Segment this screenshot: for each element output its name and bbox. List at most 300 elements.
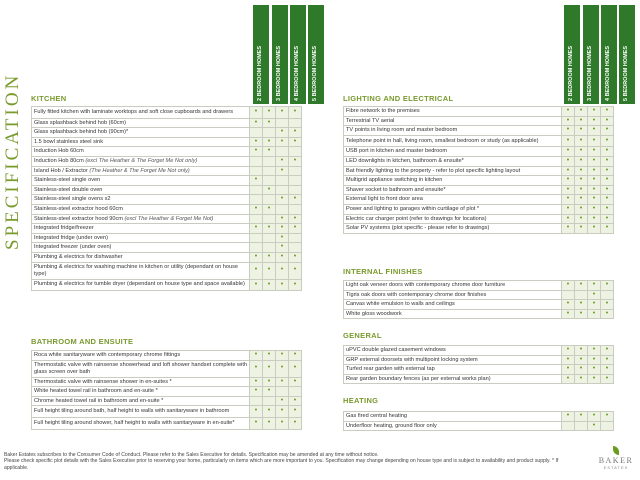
spec-label: Plumbing & electrics for dishwasher	[32, 252, 250, 262]
included-dot	[562, 166, 575, 176]
included-dot	[276, 224, 289, 234]
included-dot	[562, 346, 575, 356]
included-dot	[601, 176, 614, 186]
empty-cell	[276, 204, 289, 214]
spec-row	[344, 204, 614, 214]
included-dot	[575, 224, 588, 234]
spec-row	[32, 128, 302, 138]
spec-label: Plumbing & electrics for tumble dryer (dependant on house type and space available)	[32, 279, 250, 291]
included-dot	[250, 406, 263, 418]
spec-row	[344, 166, 614, 176]
included-dot	[575, 176, 588, 186]
spec-label: 1.5 bowl stainless steel sink	[32, 137, 250, 147]
included-dot	[289, 224, 302, 234]
empty-cell	[250, 233, 263, 243]
spec-label: GRP external doorsets with multipoint locking system	[344, 355, 562, 365]
empty-cell	[263, 243, 276, 253]
empty-cell	[263, 166, 276, 176]
included-dot	[588, 107, 601, 117]
included-dot	[250, 137, 263, 147]
spec-label: Fully fitted kitchen with laminate worktops and soft close cupboards and drawers	[32, 107, 250, 119]
included-dot	[588, 290, 601, 300]
included-dot	[276, 396, 289, 406]
spec-label: Canvas white emulsion to walls and ceilings	[344, 300, 562, 310]
spec-label: uPVC double glazed casement windows	[344, 346, 562, 356]
included-dot	[601, 300, 614, 310]
included-dot	[588, 281, 601, 291]
included-dot	[276, 214, 289, 224]
spec-label: Stainless-steel single oven	[32, 176, 250, 186]
empty-cell	[250, 166, 263, 176]
included-dot	[276, 107, 289, 119]
included-dot	[263, 360, 276, 377]
spec-label: Solar PV systems (plot specific - please refer to drawings)	[344, 224, 562, 234]
spec-row	[344, 374, 614, 384]
included-dot	[562, 195, 575, 205]
spec-row	[32, 233, 302, 243]
spec-label: Underfloor heating, ground floor only	[344, 421, 562, 431]
included-dot	[276, 262, 289, 279]
empty-cell	[575, 421, 588, 431]
included-dot	[588, 185, 601, 195]
spec-row	[32, 243, 302, 253]
spec-row	[32, 406, 302, 418]
included-dot	[601, 156, 614, 166]
empty-cell	[250, 156, 263, 166]
spec-row	[344, 116, 614, 126]
included-dot	[588, 116, 601, 126]
included-dot	[588, 126, 601, 136]
spec-label: Induction Hob 80cm (excl The Heather & The Forget Me Not only)	[32, 156, 250, 166]
included-dot	[601, 346, 614, 356]
spec-row	[344, 195, 614, 205]
footer-line-2: Please check specific plot details with the Sales Executive prior to reserving your home, particularly on items which are more important to you. Specification may change depending on house type and is subject to availability and product supply. * If applicable.	[4, 458, 559, 471]
included-dot	[276, 128, 289, 138]
spec-row	[344, 214, 614, 224]
spec-label: Glass splashback behind hob (90cm)*	[32, 128, 250, 138]
included-dot	[575, 185, 588, 195]
spec-label: Fibre network to the premises	[344, 107, 562, 117]
included-dot	[289, 214, 302, 224]
included-dot	[562, 116, 575, 126]
included-dot	[250, 360, 263, 377]
empty-cell	[263, 176, 276, 186]
footer-line-1: Baker Estates subscribes to the Consumer Code of Conduct. Please refer to the Sales Executive for details. Specification may be amended at any time without notice.	[4, 452, 379, 458]
included-dot	[575, 412, 588, 422]
spec-label: Shaver socket to bathroom and ensuite*	[344, 185, 562, 195]
empty-cell	[250, 195, 263, 205]
spec-label: Light oak veneer doors with contemporary chrome door furniture	[344, 281, 562, 291]
spec-row	[32, 156, 302, 166]
spec-row	[32, 185, 302, 195]
spec-row	[344, 365, 614, 375]
included-dot	[562, 224, 575, 234]
spec-label: LED downlights in kitchen, bathroom & ensuite*	[344, 156, 562, 166]
included-dot	[575, 116, 588, 126]
empty-cell	[289, 204, 302, 214]
spec-row	[32, 118, 302, 128]
spec-label: Glass splashback behind hob (60cm)	[32, 118, 250, 128]
included-dot	[263, 377, 276, 387]
included-dot	[289, 252, 302, 262]
header-2-bedroom: 2 BEDROOM HOMES	[253, 5, 269, 104]
included-dot	[562, 309, 575, 319]
header-4-bedroom: 4 BEDROOM HOMES	[290, 5, 306, 104]
included-dot	[276, 279, 289, 291]
spec-label: Stainless-steel single ovens x2	[32, 195, 250, 205]
included-dot	[250, 262, 263, 279]
included-dot	[263, 262, 276, 279]
empty-cell	[289, 243, 302, 253]
page-title: SPECIFICATION	[2, 72, 23, 250]
spec-label: External light to front door area	[344, 195, 562, 205]
spec-row	[344, 147, 614, 157]
empty-cell	[289, 185, 302, 195]
spec-row	[344, 224, 614, 234]
included-dot	[276, 360, 289, 377]
spec-row	[32, 279, 302, 291]
spec-label: Gas fired central heating	[344, 412, 562, 422]
included-dot	[601, 135, 614, 147]
included-dot	[562, 374, 575, 384]
spec-label: Multigrid appliance switching in kitchen	[344, 176, 562, 186]
empty-cell	[276, 387, 289, 397]
spec-label: Induction Hob 60cm	[32, 147, 250, 157]
included-dot	[276, 377, 289, 387]
logo-sub: ESTATES	[603, 465, 629, 470]
included-dot	[601, 166, 614, 176]
included-dot	[575, 374, 588, 384]
spec-row	[32, 351, 302, 361]
spec-label: Telephone point in hall, living room, smallest bedroom or study (as applicable)	[344, 135, 562, 147]
included-dot	[276, 233, 289, 243]
included-dot	[588, 355, 601, 365]
section-heading: LIGHTING AND ELECTRICAL	[343, 93, 454, 103]
included-dot	[263, 147, 276, 157]
included-dot	[601, 107, 614, 117]
included-dot	[601, 309, 614, 319]
included-dot	[588, 365, 601, 375]
spec-note: (excl The Heather & The Forget Me Not only)	[85, 157, 198, 164]
included-dot	[263, 387, 276, 397]
spec-row	[32, 387, 302, 397]
leaf-icon	[613, 446, 619, 455]
spec-row	[32, 147, 302, 157]
included-dot	[588, 156, 601, 166]
included-dot	[250, 279, 263, 291]
included-dot	[263, 252, 276, 262]
included-dot	[289, 360, 302, 377]
included-dot	[588, 166, 601, 176]
included-dot	[575, 346, 588, 356]
included-dot	[601, 412, 614, 422]
spec-label: Integrated fridge/freezer	[32, 224, 250, 234]
included-dot	[250, 417, 263, 429]
header-2-bedroom: 2 BEDROOM HOMES	[564, 5, 580, 104]
empty-cell	[289, 176, 302, 186]
empty-cell	[263, 396, 276, 406]
included-dot	[289, 396, 302, 406]
header-4-bedroom: 4 BEDROOM HOMES	[601, 5, 617, 104]
included-dot	[588, 176, 601, 186]
spec-label: Plumbing & electrics for washing machine in kitchen or utility (dependant on house type)	[32, 262, 250, 279]
empty-cell	[250, 185, 263, 195]
included-dot	[562, 281, 575, 291]
empty-cell	[263, 233, 276, 243]
spec-label: Integrated fridge (under oven)	[32, 233, 250, 243]
included-dot	[601, 126, 614, 136]
empty-cell	[562, 290, 575, 300]
spec-label: Chrome heated towel rail in bathroom and en-suite *	[32, 396, 250, 406]
included-dot	[601, 224, 614, 234]
spec-row	[344, 309, 614, 319]
header-5-bedroom: 5 BEDROOM HOMES	[308, 5, 324, 104]
included-dot	[562, 214, 575, 224]
included-dot	[601, 185, 614, 195]
section-heading: BATHROOM AND ENSUITE	[31, 336, 134, 346]
included-dot	[588, 135, 601, 147]
included-dot	[276, 137, 289, 147]
included-dot	[588, 300, 601, 310]
included-dot	[575, 300, 588, 310]
included-dot	[289, 406, 302, 418]
included-dot	[575, 214, 588, 224]
included-dot	[276, 166, 289, 176]
included-dot	[562, 365, 575, 375]
empty-cell	[601, 421, 614, 431]
included-dot	[575, 156, 588, 166]
spec-row	[344, 156, 614, 166]
empty-cell	[250, 243, 263, 253]
included-dot	[263, 204, 276, 214]
empty-cell	[263, 156, 276, 166]
spec-row	[32, 107, 302, 119]
included-dot	[588, 421, 601, 431]
included-dot	[575, 147, 588, 157]
spec-label: Full height tiling around shower, half height to walls with sanitaryware in en-suite*	[32, 417, 250, 429]
included-dot	[562, 147, 575, 157]
empty-cell	[276, 185, 289, 195]
included-dot	[562, 204, 575, 214]
included-dot	[250, 351, 263, 361]
included-dot	[562, 135, 575, 147]
section-heading: GENERAL	[343, 330, 382, 340]
spec-label: Electric car charger point (refer to drawings for locations)	[344, 214, 562, 224]
baker-estates-logo	[596, 446, 636, 476]
included-dot	[562, 412, 575, 422]
spec-row	[344, 355, 614, 365]
spec-row	[344, 412, 614, 422]
spec-row	[32, 252, 302, 262]
included-dot	[276, 351, 289, 361]
spec-row	[344, 176, 614, 186]
included-dot	[276, 252, 289, 262]
included-dot	[263, 417, 276, 429]
spec-row	[32, 166, 302, 176]
included-dot	[601, 116, 614, 126]
included-dot	[588, 195, 601, 205]
included-dot	[575, 365, 588, 375]
spec-table	[343, 411, 614, 431]
included-dot	[289, 262, 302, 279]
included-dot	[263, 406, 276, 418]
spec-table	[343, 106, 614, 234]
included-dot	[562, 185, 575, 195]
spec-row	[344, 281, 614, 291]
spec-row	[344, 346, 614, 356]
spec-row	[32, 360, 302, 377]
spec-label: Tigris oak doors with contemporary chrome door finishes	[344, 290, 562, 300]
spec-label: Turfed rear garden with external tap	[344, 365, 562, 375]
empty-cell	[276, 176, 289, 186]
included-dot	[250, 176, 263, 186]
included-dot	[289, 377, 302, 387]
included-dot	[263, 279, 276, 291]
included-dot	[276, 243, 289, 253]
spec-label: Roca white sanitaryware with contemporary chrome fittings	[32, 351, 250, 361]
included-dot	[601, 374, 614, 384]
empty-cell	[289, 166, 302, 176]
spec-label: Power and lighting to garages within curtilage of plot *	[344, 204, 562, 214]
included-dot	[601, 147, 614, 157]
included-dot	[289, 137, 302, 147]
spec-row	[32, 214, 302, 224]
spec-label: TV points in living room and master bedroom	[344, 126, 562, 136]
empty-cell	[250, 128, 263, 138]
empty-cell	[289, 147, 302, 157]
spec-label: Stainless-steel double oven	[32, 185, 250, 195]
included-dot	[289, 351, 302, 361]
included-dot	[250, 252, 263, 262]
included-dot	[263, 118, 276, 128]
spec-note: (excl The Heather & Forget Me Not)	[124, 215, 214, 222]
included-dot	[601, 214, 614, 224]
included-dot	[276, 417, 289, 429]
included-dot	[263, 137, 276, 147]
included-dot	[250, 387, 263, 397]
empty-cell	[263, 128, 276, 138]
empty-cell	[289, 233, 302, 243]
spec-label: Stainless-steel extractor hood 90cm (excl The Heather & Forget Me Not)	[32, 214, 250, 224]
included-dot	[575, 166, 588, 176]
spec-row	[32, 262, 302, 279]
included-dot	[575, 135, 588, 147]
included-dot	[276, 156, 289, 166]
empty-cell	[263, 214, 276, 224]
included-dot	[289, 107, 302, 119]
included-dot	[601, 365, 614, 375]
spec-label: Thermostatic valve with rainsense showerhead and loft shower handset complete with glass screen over bath	[32, 360, 250, 377]
included-dot	[289, 417, 302, 429]
spec-row	[32, 396, 302, 406]
included-dot	[601, 281, 614, 291]
included-dot	[276, 406, 289, 418]
spec-label: Full height tiling around bath, half height to walls with sanitaryware in bathroom	[32, 406, 250, 418]
logo-word: BAKER	[598, 456, 634, 465]
empty-cell	[289, 387, 302, 397]
spec-label: USB port in kitchen and master bedroom	[344, 147, 562, 157]
spec-label: Rear garden boundary fences (as per external works plan)	[344, 374, 562, 384]
empty-cell	[289, 118, 302, 128]
included-dot	[601, 204, 614, 214]
footer-disclaimer	[4, 452, 564, 471]
spec-note: (The Heather & The Forget Me Not only)	[89, 167, 190, 174]
right-column-headers	[556, 0, 636, 104]
spec-row	[32, 204, 302, 214]
spec-row	[32, 176, 302, 186]
spec-table	[343, 345, 614, 384]
spec-label: Integrated freezer (under oven)	[32, 243, 250, 253]
spec-label: White gloss woodwork	[344, 309, 562, 319]
empty-cell	[250, 214, 263, 224]
spec-row	[344, 135, 614, 147]
included-dot	[575, 355, 588, 365]
spec-label: White heated towel rail in bathroom and en-suite *	[32, 387, 250, 397]
included-dot	[276, 195, 289, 205]
included-dot	[601, 195, 614, 205]
included-dot	[588, 309, 601, 319]
included-dot	[575, 195, 588, 205]
included-dot	[588, 412, 601, 422]
included-dot	[575, 281, 588, 291]
header-5-bedroom: 5 BEDROOM HOMES	[619, 5, 635, 104]
spec-table	[343, 280, 614, 319]
spec-label: Terrestrial TV aerial	[344, 116, 562, 126]
included-dot	[588, 214, 601, 224]
included-dot	[250, 147, 263, 157]
included-dot	[250, 107, 263, 119]
spec-row	[344, 126, 614, 136]
spec-row	[32, 377, 302, 387]
included-dot	[263, 351, 276, 361]
included-dot	[562, 176, 575, 186]
spec-label: Island Hob / Extractor (The Heather & The Forget Me Not only)	[32, 166, 250, 176]
included-dot	[588, 346, 601, 356]
empty-cell	[276, 147, 289, 157]
included-dot	[575, 107, 588, 117]
spec-row	[32, 137, 302, 147]
included-dot	[289, 279, 302, 291]
included-dot	[562, 107, 575, 117]
included-dot	[289, 156, 302, 166]
included-dot	[289, 195, 302, 205]
included-dot	[263, 185, 276, 195]
included-dot	[601, 355, 614, 365]
spec-table	[31, 106, 302, 291]
spec-label: Thermostatic valve with rainsense shower in en-suites *	[32, 377, 250, 387]
spec-row	[32, 195, 302, 205]
spec-row	[344, 300, 614, 310]
included-dot	[250, 377, 263, 387]
included-dot	[250, 204, 263, 214]
empty-cell	[575, 290, 588, 300]
included-dot	[575, 204, 588, 214]
empty-cell	[250, 396, 263, 406]
spec-row	[344, 185, 614, 195]
spec-row	[344, 290, 614, 300]
included-dot	[289, 128, 302, 138]
spec-row	[32, 417, 302, 429]
included-dot	[263, 107, 276, 119]
included-dot	[562, 300, 575, 310]
included-dot	[250, 224, 263, 234]
left-column-headers	[245, 0, 325, 104]
included-dot	[588, 147, 601, 157]
included-dot	[562, 126, 575, 136]
empty-cell	[276, 118, 289, 128]
header-3-bedroom: 3 BEDROOM HOMES	[272, 5, 288, 104]
included-dot	[250, 118, 263, 128]
